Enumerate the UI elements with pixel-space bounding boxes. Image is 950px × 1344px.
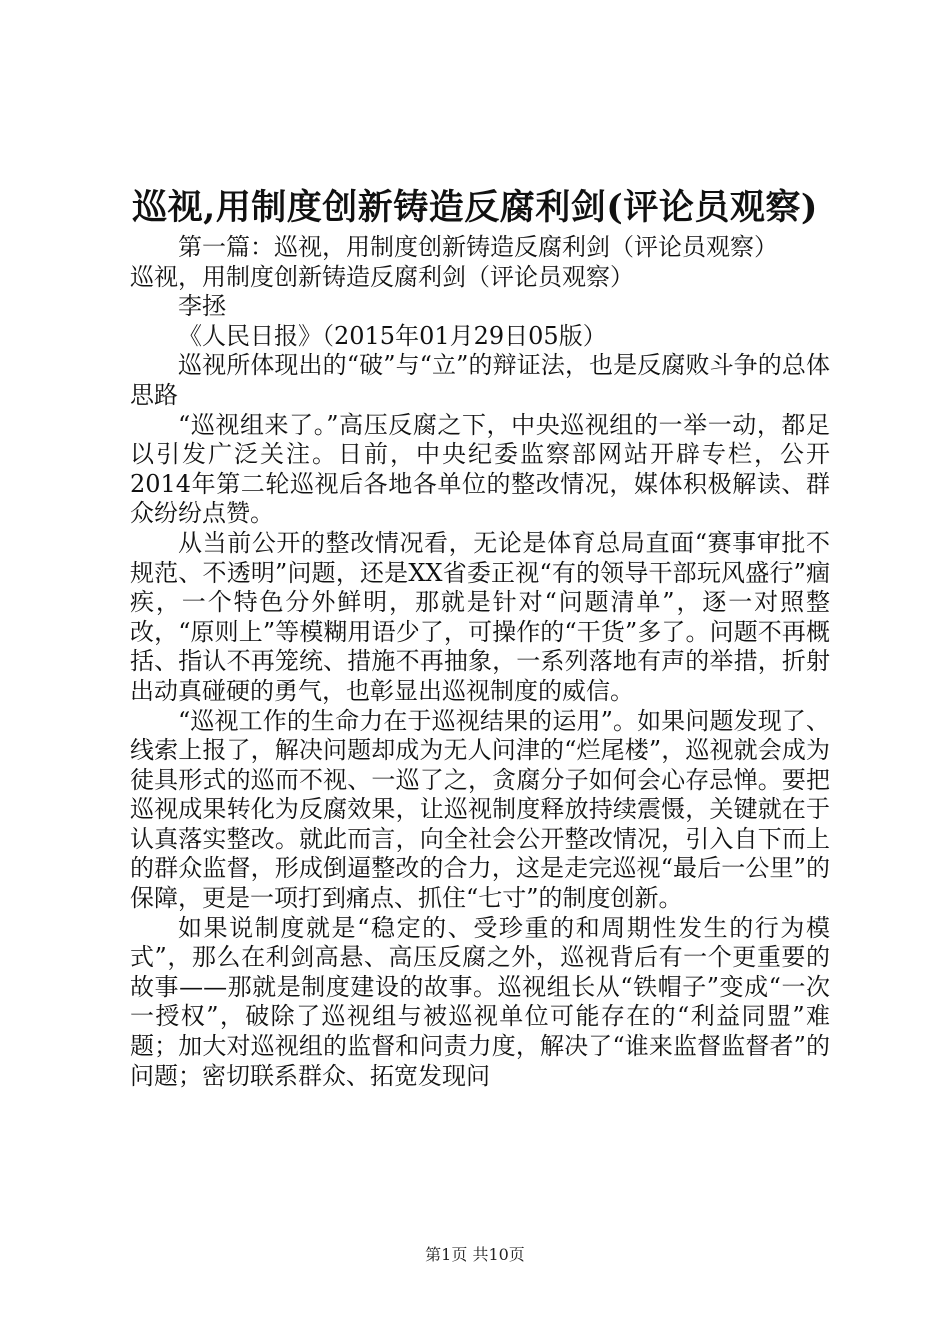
paragraph-source: 《人民日报》（2015年01月29日05版） (178, 321, 607, 350)
paragraph-body-3: “巡视工作的生命力在于巡视结果的运用”。如果问题发现了、线索上报了，解决问题却成为无人问津的“烂尾楼”，巡视就会成为徒具形式的巡而不视、一巡了之，贪腐分子如何会心存忌惮。要把巡视成果转化为反腐效果，让巡视制度释放持续震慑，关键就在于认真落实整改。就此而言，向全社会公开整改情况，引入自下而上的群众监督，形成倒逼整改的合力，这是走完巡视“最后一公里”的保障，更是一项打到痛点、抓住“七寸”的制度创新。 (130, 706, 830, 913)
paragraph-author: 李拯 (178, 292, 226, 321)
paragraph-body-1: “巡视组来了。”高压反腐之下，中央巡视组的一举一动，都足以引发广泛关注。日前，中央纪委监察部网站开辟专栏，公开2014年第二轮巡视后各地各单位的整改情况，媒体积极解读、群众纷纷点赞。 (130, 410, 830, 528)
paragraph-subtitle: 巡视所体现出的“破”与“立”的辩证法，也是反腐败斗争的总体思路 (130, 351, 830, 409)
paragraph-body-2: 从当前公开的整改情况看，无论是体育总局直面“赛事审批不规范、不透明”问题，还是XX省委正视“有的领导干部玩风盛行”痼疾，一个特色分外鲜明，那就是针对“问题清单”，逐一对照整改，“原则上”等模糊用语少了，可操作的“干货”多了。问题不再概括、指认不再笼统、措施不再抽象，一系列落地有声的举措，折射出动真碰硬的勇气，也彰显出巡视制度的威信。 (130, 528, 830, 705)
page-footer: 第1页 共10页 (425, 1245, 525, 1264)
document-body (130, 233, 830, 1091)
paragraph-chapter-heading: 第一篇：巡视，用制度创新铸造反腐利剑（评论员观察） (178, 233, 778, 261)
paragraph-article-title: 巡视，用制度创新铸造反腐利剑（评论员观察） (130, 262, 634, 291)
paragraph-body-4: 如果说制度就是“稳定的、受珍重的和周期性发生的行为模式”，那么在利剑高悬、高压反腐之外，巡视背后有一个更重要的故事——那就是制度建设的故事。巡视组长从“铁帽子”变成“一次一授权”，破除了巡视组与被巡视单位可能存在的“利益同盟”难题；加大对巡视组的监督和问责力度，解决了“谁来监督监督者”的问题；密切联系群众、拓宽发现问 (130, 913, 830, 1090)
document-title: 巡视,用制度创新铸造反腐利剑(评论员观察) (132, 187, 818, 228)
